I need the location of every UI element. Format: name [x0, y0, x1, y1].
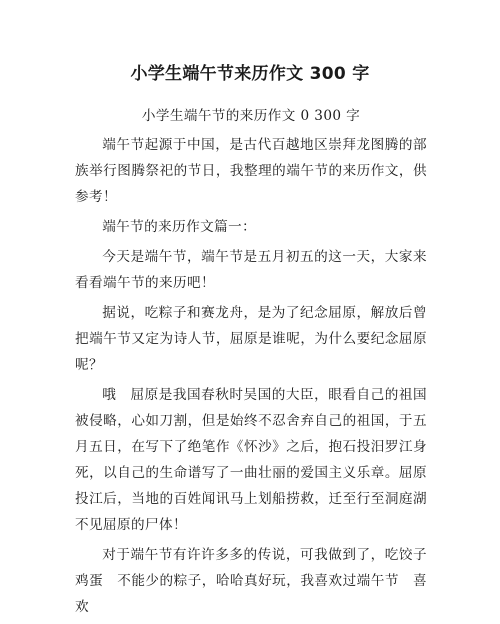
- paragraph: 据说，吃粽子和赛龙舟，是为了纪念屈原，解放后曾把端午节又定为诗人节，屈原是谁呢，为什么要纪念屈原呢？: [75, 305, 427, 373]
- document-subtitle: 小学生端午节的来历作文 0 300 字: [141, 108, 361, 124]
- document-title: 小学生端午节来历作文 300 字: [130, 64, 370, 84]
- paragraph-section-heading: 端午节的来历作文篇一：: [102, 219, 257, 235]
- document-body: [75, 103, 427, 624]
- paragraph: 今天是端午节，端午节是五月初五的这一天，大家来看看端午节的来历吧！: [75, 249, 427, 291]
- paragraph: 对于端午节有许许多多的传说，可我做到了，吃饺子鸡蛋 不能少的粽子，哈哈真好玩，我喜欢过端午节 喜欢: [75, 547, 427, 615]
- paragraph: 哦 屈原是我国春秋时吴国的大臣，眼看自己的祖国被侵略，心如刀割，但是始终不忍舍弃自己的祖国，于五月五日，在写下了绝笔作《怀沙》之后，抱石投汨罗江身死，以自己的生命谱写了一曲壮丽的爱国主义乐章。屈原投江后，当地的百姓闻讯马上划船捞救，迁至行至洞庭湖不见屈原的尸体！: [75, 387, 427, 533]
- paragraph-intro: 端午节起源于中国，是古代百越地区崇拜龙图腾的部族举行图腾祭祀的节日，我整理的端午节的来历作文，供参考！: [75, 137, 427, 205]
